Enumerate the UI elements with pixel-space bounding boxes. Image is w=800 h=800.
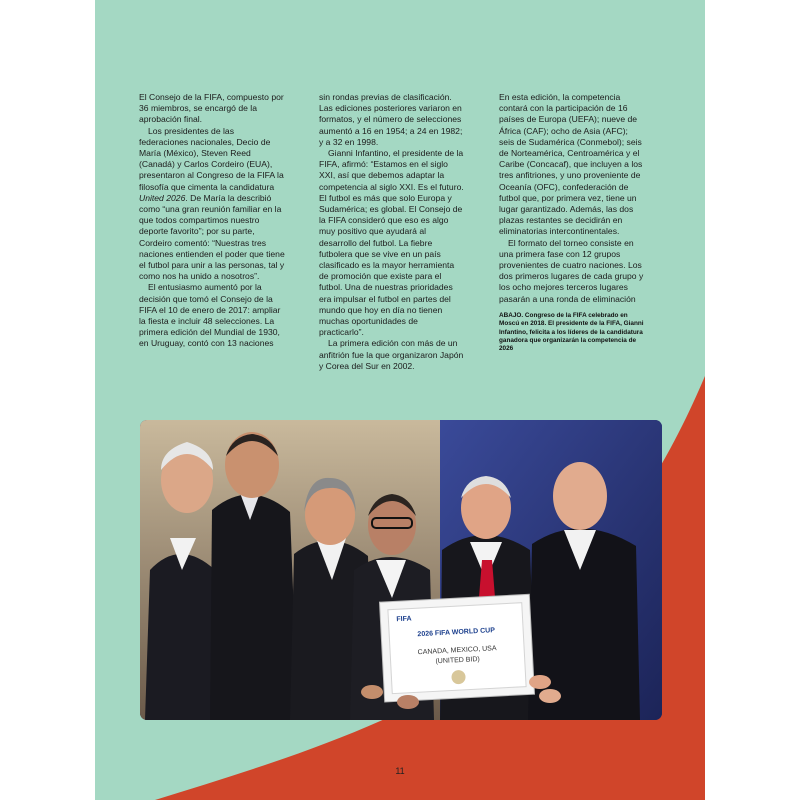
paragraph: Gianni Infantino, el presidente de la FIFA, afirmó: “Estamos en el siglo XXI, así que debemos adaptar la competencia al siglo XXI. Es el futuro. El futbol es más que solo Europa y Sudamérica; es global. El Consejo de la FIFA consideró que eso es algo muy positivo que ayudará al desarrollo del futbol. La fiebre futbolera que se vive en un país clasificado es la mayor herramienta de promoción que existe para el futbol. Una de nuestras prioridades era impulsar el futbol en partes del mundo que hoy en día no tienen muchas oportunidades de practicarlo”. xyxy=(319,148,464,338)
text-column-1 xyxy=(139,92,285,350)
paragraph: El Consejo de la FIFA, compuesto por 36 miembros, se encargó de la aprobación final. xyxy=(139,92,284,125)
certificate-title: 2026 FIFA WORLD CUP xyxy=(417,627,496,639)
certificate-logo: FIFA xyxy=(396,615,412,624)
footer-bar xyxy=(365,770,391,773)
paragraph: La primera edición con más de un anfitrión fue la que organizaron Japón y Corea del Sur en 2002. xyxy=(319,338,464,371)
certificate-bid: (UNITED BID) xyxy=(435,655,480,666)
page-footer xyxy=(95,766,705,776)
text-column-2 xyxy=(319,92,465,372)
paragraph: En esta edición, la competencia contará con la participación de 16 países de Europa (UEFA); nueve de África (CAF); ocho de Asia (AFC); seis de Sudamérica (Conmebol); seis de Norteamérica, Centroamérica y el Caribe (Concacaf), que incluyen a los tres anfitriones, y uno proveniente de Oceanía (OFC), confederación de futbol que, por primera vez, tiene un lugar garantizado. Además, las dos plazas restantes se decidirán en eliminatorias intercontinentales. xyxy=(499,92,643,237)
paragraph: Los presidentes de las federaciones nacionales, Decio de María (México), Steven Reed (Canadá) y Carlos Cordeiro (EUA), presentaron al Congreso de la FIFA la filosofía que cimenta la candidatura United 2026. De María la describió como “una gran reunión familiar en la que todos compartimos nuestro deporte favorito”; por su parte, Cordeiro comentó: “Nuestras tres naciones entienden el poder que tiene el futbol para unir a las personas, tal y como nos ha unido a nosotros”. xyxy=(139,125,285,282)
certificate-winner: CANADA, MEXICO, USA xyxy=(417,645,497,657)
paragraph: El entusiasmo aumentó por la decisión que tomó el Consejo de la FIFA el 10 de enero de 2017: ampliar la fiesta e incluir 48 selecciones. La primera edición del Mundial de 1930, en Uruguay, contó con 13 naciones xyxy=(139,282,281,349)
bid-name: United 2026 xyxy=(139,192,186,203)
magazine-page xyxy=(95,0,705,800)
footer-bar xyxy=(409,770,435,773)
photo xyxy=(140,420,662,720)
text-column-3 xyxy=(499,92,645,354)
page-number: 11 xyxy=(395,766,405,776)
paragraph: sin rondas previas de clasificación. Las ediciones posteriores variaron en formatos, y el número de selecciones aumentó a 16 en 1954; a 24 en 1982; y a 32 en 1998. xyxy=(319,92,463,147)
paragraph: El formato del torneo consiste en una primera fase con 12 grupos provenientes de cuatro naciones. Los dos primeros lugares de cada grupo y los ocho mejores terceros lugares pasarán a una ronda de eliminación xyxy=(499,237,644,304)
photo-caption: ABAJO. Congreso de la FIFA celebrado en Moscú en 2018. El presidente de la FIFA, Gianni Infantino, felicita a los líderes de la candidatura ganadora que organizarán la competencia de 2026 xyxy=(499,311,644,353)
